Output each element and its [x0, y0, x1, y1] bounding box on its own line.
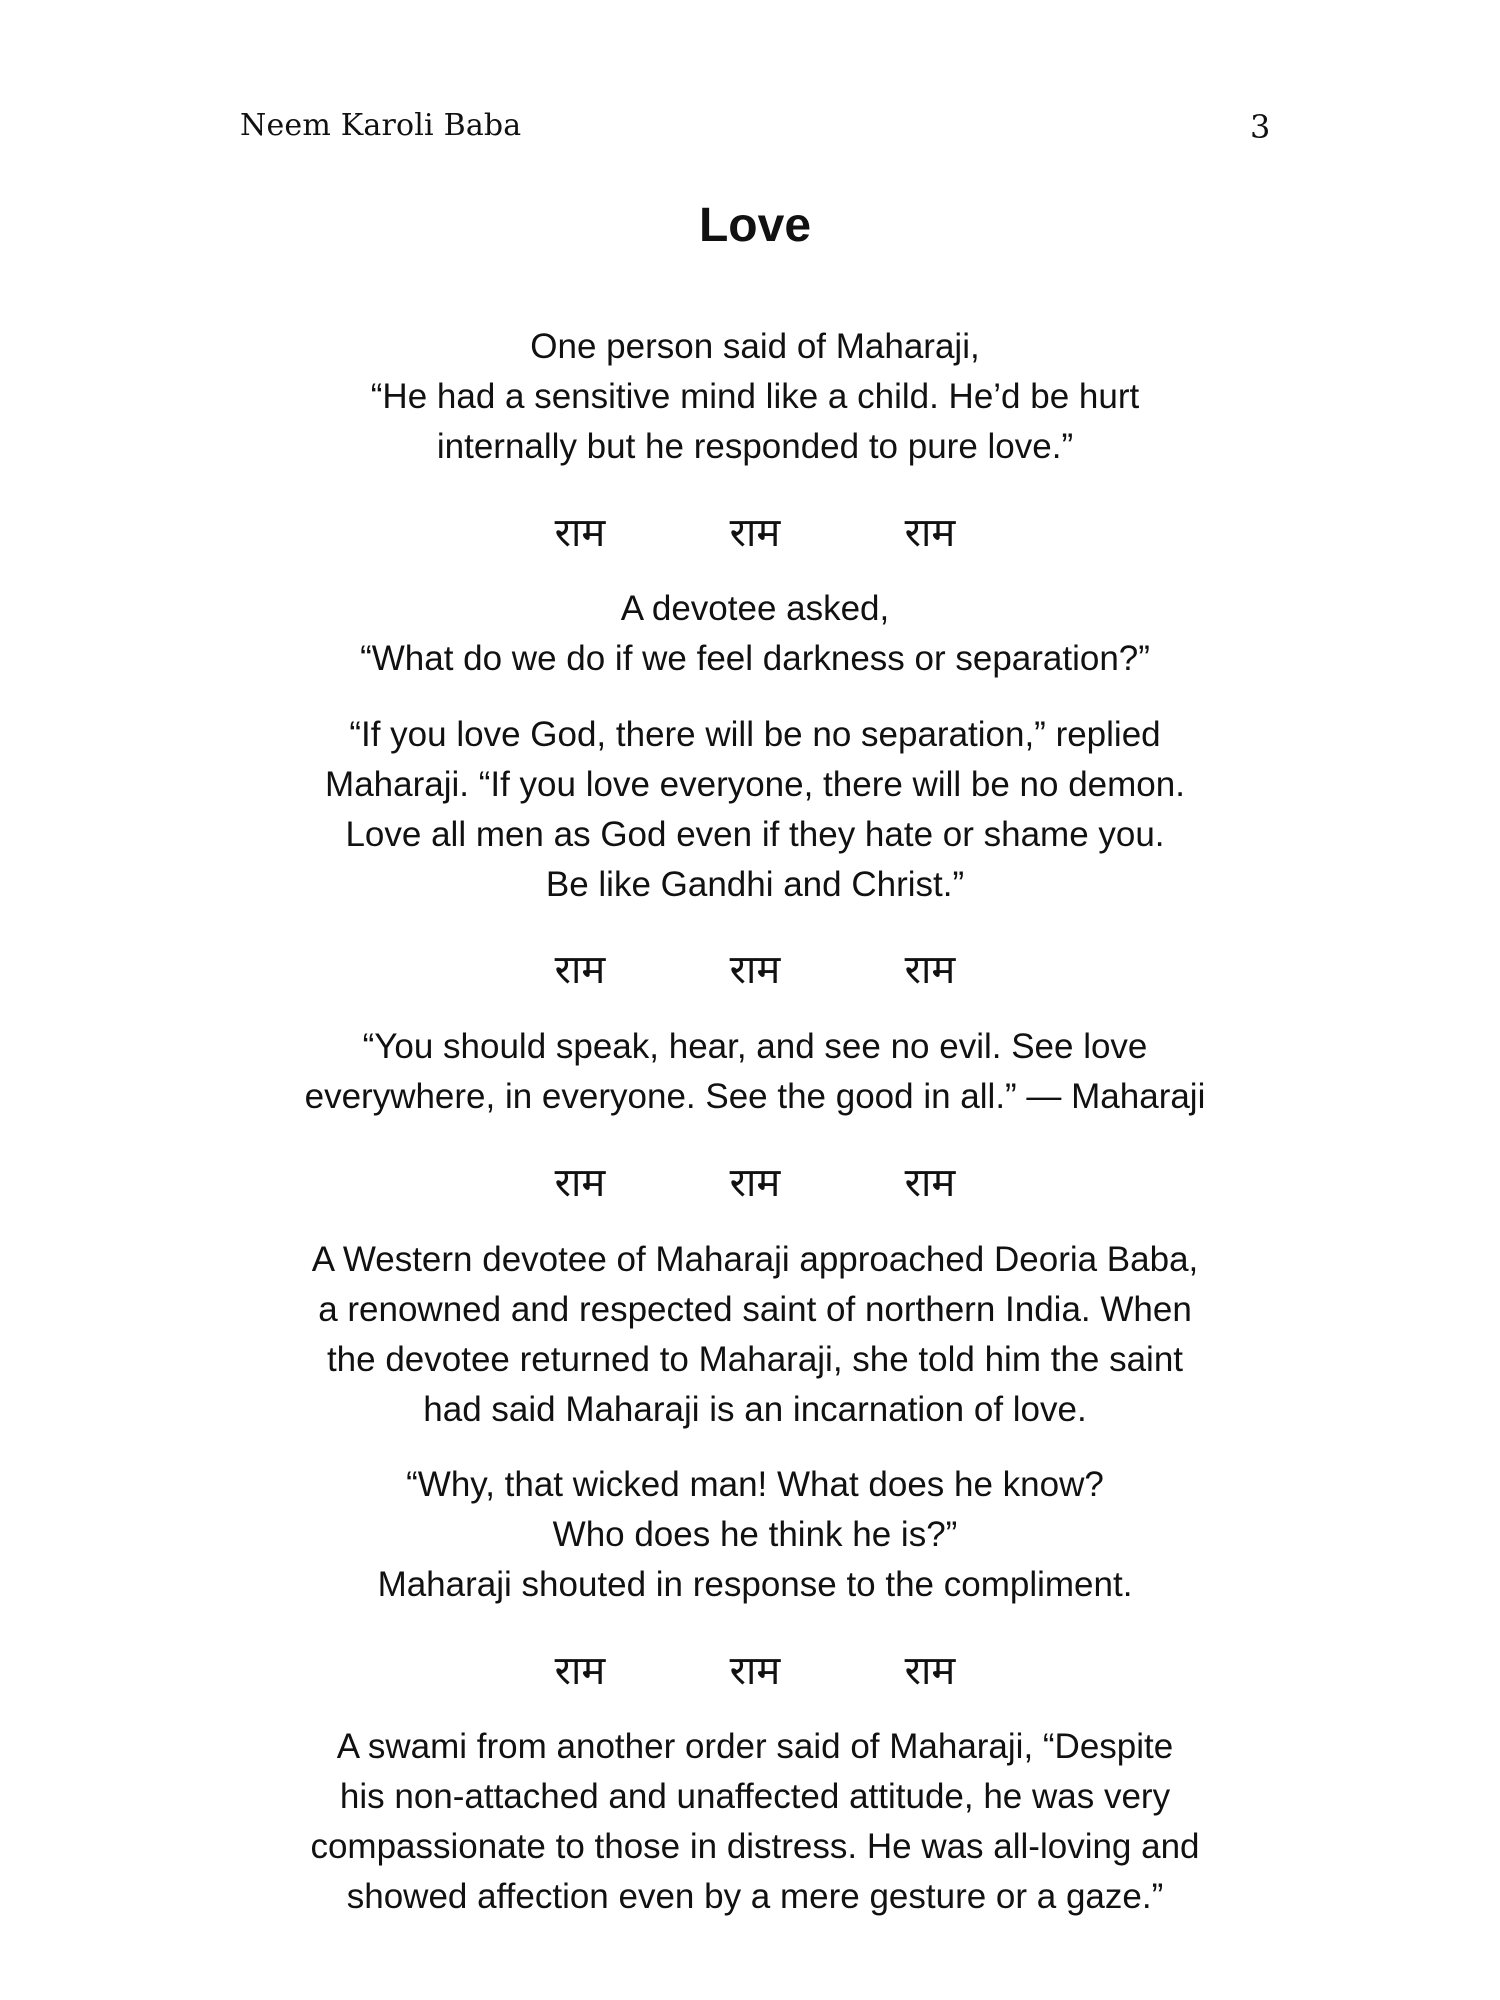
section-divider [530, 945, 980, 995]
text-line: One person said of Maharaji, [530, 327, 980, 366]
text-line: “If you love God, there will be no separation,” replied [349, 715, 1161, 754]
text-line: had said Maharaji is an incarnation of love. [423, 1390, 1087, 1429]
text-line: his non-attached and unaffected attitude, he was very [339, 1777, 1171, 1816]
text-line: Maharaji shouted in response to the compliment. [377, 1565, 1133, 1604]
text-line: A Western devotee of Maharaji approached Deoria Baba, [311, 1240, 1199, 1279]
passage-devotee-question [225, 584, 1285, 684]
divider-word: राम [729, 947, 781, 993]
text-line: Be like Gandhi and Christ.” [545, 865, 965, 904]
passage-see-love [225, 1022, 1285, 1122]
divider-word: राम [904, 510, 956, 556]
text-line: “What do we do if we feel darkness or separation?” [360, 639, 1150, 678]
section-divider [530, 1158, 980, 1208]
divider-word: राम [729, 1648, 781, 1694]
text-line: internally but he responded to pure love.” [436, 427, 1074, 466]
running-head-title: Neem Karoli Baba [240, 108, 522, 143]
divider-word: राम [729, 510, 781, 556]
divider-word: राम [904, 1648, 956, 1694]
passage-deoria-baba [225, 1235, 1285, 1435]
divider-word: राम [554, 510, 606, 556]
text-line: Maharaji. “If you love everyone, there will be no demon. [325, 765, 1185, 804]
text-line: Love all men as God even if they hate or shame you. [345, 815, 1165, 854]
text-line: “He had a sensitive mind like a child. He’d be hurt [370, 377, 1140, 416]
text-line: A devotee asked, [620, 589, 890, 628]
divider-word: राम [554, 947, 606, 993]
text-line: “Why, that wicked man! What does he know? [406, 1465, 1104, 1504]
divider-word: राम [554, 1160, 606, 1206]
passage-sensitive-mind [225, 322, 1285, 472]
divider-word: राम [554, 1648, 606, 1694]
text-line: compassionate to those in distress. He was all-loving and [310, 1827, 1200, 1866]
divider-word: राम [729, 1160, 781, 1206]
section-divider [530, 508, 980, 558]
passage-wicked-man [225, 1460, 1285, 1610]
page-number: 3 [1250, 108, 1271, 146]
divider-word: राम [904, 1160, 956, 1206]
passage-maharaji-reply [225, 710, 1285, 910]
passage-swami-compassion [225, 1722, 1285, 1922]
text-line: showed affection even by a mere gesture or a gaze.” [346, 1877, 1164, 1916]
text-line: “You should speak, hear, and see no evil. See love [362, 1027, 1148, 1066]
divider-word: राम [904, 947, 956, 993]
text-line: the devotee returned to Maharaji, she told him the saint [326, 1340, 1184, 1379]
section-divider [530, 1646, 980, 1696]
text-line: Who does he think he is?” [552, 1515, 958, 1554]
text-line: A swami from another order said of Maharaji, “Despite [336, 1727, 1174, 1766]
text-line: everywhere, in everyone. See the good in all.” — Maharaji [304, 1077, 1206, 1116]
chapter-title: Love [698, 199, 812, 252]
text-line: a renowned and respected saint of northern India. When [318, 1290, 1192, 1329]
